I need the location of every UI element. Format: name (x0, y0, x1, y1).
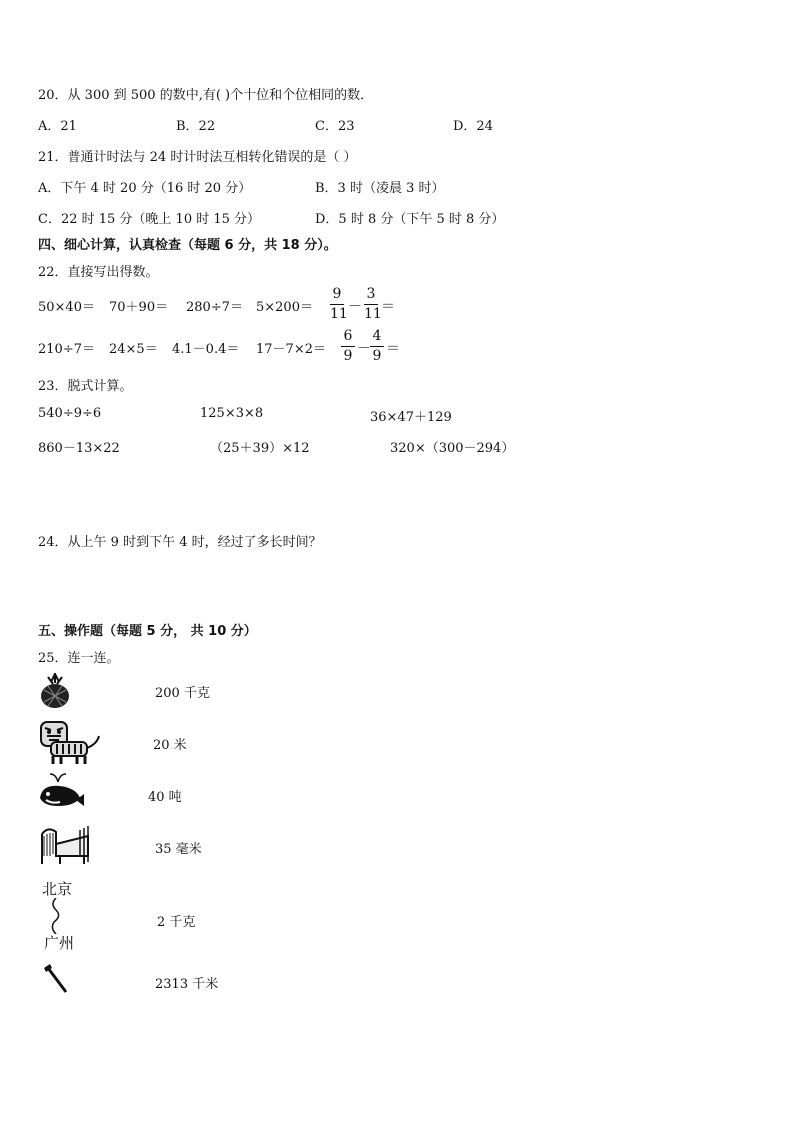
whale-icon (36, 772, 86, 812)
q23-r1-item2: 125×3×8 (200, 406, 264, 421)
q22-r2-item3: 4.1－0.4＝ (172, 342, 240, 357)
q23-r2-item2: （25＋39）×12 (210, 441, 310, 456)
q22-r2-item4: 17－7×2＝ (256, 342, 326, 357)
q22-r1-fraction-2 (364, 286, 382, 323)
q20-option-d: D．24 (453, 119, 493, 134)
q22-r1-fraction-1 (330, 286, 348, 323)
q25-value-5: 2 千克 (157, 915, 196, 930)
q25-value-1: 200 千克 (155, 686, 210, 701)
numerator: 4 (372, 328, 382, 344)
q23-r1-item3: 36×47＋129 (370, 410, 452, 425)
q22-r1-equals: ＝ (381, 299, 395, 315)
q22-r1-item2: 70＋90＝ (109, 300, 169, 315)
q25-stem: 25．连一连。 (38, 651, 120, 666)
q25-value-3: 40 吨 (148, 790, 182, 805)
q22-r1-item3: 280÷7＝ (186, 300, 243, 315)
denominator: 9 (343, 348, 353, 364)
denominator: 11 (330, 306, 348, 322)
q20-stem: 20．从 300 到 500 的数中,有( )个十位和个位相同的数． (38, 88, 374, 103)
fraction-bar (341, 346, 355, 347)
q20-option-a: A．21 (38, 119, 77, 134)
q21-option-d: D．5 时 8 分（下午 5 时 8 分） (315, 212, 505, 227)
q25-value-2: 20 米 (153, 738, 187, 753)
q22-r1-item4: 5×200＝ (256, 300, 313, 315)
section5-title: 五、操作题（每题 5 分， 共 10 分） (38, 624, 257, 639)
q25-value-4: 35 毫米 (155, 842, 202, 857)
q23-r2-item1: 860－13×22 (38, 441, 120, 456)
tiger-icon (37, 718, 103, 766)
q21-option-c: C．22 时 15 分（晚上 10 时 15 分） (38, 212, 261, 227)
q22-r2-fraction-1 (341, 328, 355, 365)
q22-r2-item2: 24×5＝ (109, 342, 158, 357)
q25-value-6: 2313 千米 (155, 977, 219, 992)
q22-r2-equals: ＝ (386, 341, 400, 357)
q22-r2-item1: 210÷7＝ (38, 342, 95, 357)
q22-r2-minus: － (357, 341, 371, 357)
fraction-bar (370, 346, 384, 347)
q22-r1-minus: － (348, 299, 362, 315)
fraction-bar (364, 304, 378, 305)
q22-stem: 22．直接写出得数。 (38, 265, 159, 280)
q23-stem: 23．脱式计算。 (38, 379, 133, 394)
q20-option-c: C．23 (315, 119, 355, 134)
q22-r1-item1: 50×40＝ (38, 300, 95, 315)
denominator: 11 (364, 306, 382, 322)
route-line-icon (48, 898, 64, 934)
nail-icon (40, 962, 70, 994)
numerator: 9 (332, 286, 342, 302)
q20-option-b: B．22 (176, 119, 216, 134)
bed-icon (38, 822, 92, 866)
q21-option-b: B．3 时（凌晨 3 时） (315, 181, 445, 196)
map-label-guangzhou: 广州 (44, 934, 75, 952)
map-route-beijing-guangzhou (38, 878, 84, 954)
map-label-beijing: 北京 (42, 880, 73, 898)
pineapple-icon (38, 672, 72, 710)
q21-stem: 21．普通计时法与 24 时计时法互相转化错误的是（ ） (38, 150, 357, 165)
q23-r2-item3: 320×（300－294） (390, 441, 515, 456)
numerator: 3 (366, 286, 376, 302)
section4-title: 四、细心计算，认真检查（每题 6 分，共 18 分）。 (38, 238, 337, 253)
numerator: 6 (343, 328, 353, 344)
q22-r2-fraction-2 (370, 328, 384, 365)
fraction-bar (330, 304, 344, 305)
denominator: 9 (372, 348, 382, 364)
q24-stem: 24．从上午 9 时到下午 4 时，经过了多长时间？ (38, 535, 322, 550)
q21-option-a: A．下午 4 时 20 分（16 时 20 分） (38, 181, 252, 196)
q23-r1-item1: 540÷9÷6 (38, 406, 102, 421)
